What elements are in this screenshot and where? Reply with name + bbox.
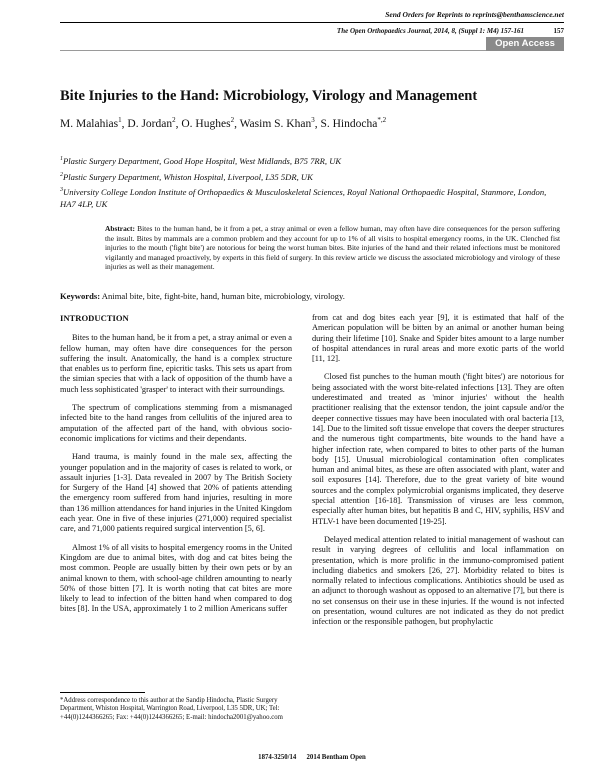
body-paragraph: Bites to the human hand, be it from a pet, a stray animal or even a fellow human, may often have dire consequences for the person suffering the insult. Anatomically, the hand is a complex structure that enables us to perform fine, epicritic tasks. This sets us apart from the simian species that with a lack of opposition of the thumb have a much less sophisticated 'grasper' to interact with their surroundings. xyxy=(60,333,292,394)
author-affiliation-mark: 2 xyxy=(230,116,235,124)
affiliation-number: 1 xyxy=(60,156,63,162)
author-name: O. Hughes xyxy=(181,117,231,130)
section-heading: INTRODUCTION xyxy=(60,313,129,323)
journal-citation: The Open Orthopaedics Journal, 2014, 8, (Suppl 1: M4) 157-161 xyxy=(336,27,524,35)
author-name: Wasim S. Khan xyxy=(239,117,312,130)
author-affiliation-mark: 2 xyxy=(172,116,176,124)
keywords xyxy=(60,291,560,301)
author-affiliation-mark: *,2 xyxy=(377,116,387,124)
reprint-notice: Send Orders for Reprints to reprints@benthamscience.net xyxy=(385,10,564,19)
affiliation xyxy=(60,184,560,210)
correspondence-footnote: *Address correspondence to this author at the Sandip Hindocha, Plastic Surgery Department, Whiston Hospital, Warrington Road, Liverpool, L35 5DR, UK; Tel: +44(0)1244366265; Fax: +44(0)1244366265; E-mail: hindocha2001@yahoo.com xyxy=(60,697,283,721)
keywords-label: Keywords: xyxy=(60,291,101,301)
author-affiliation-mark: 3 xyxy=(311,116,315,124)
journal-citation-line xyxy=(60,27,564,35)
abstract xyxy=(105,224,560,272)
author-list: M. Malahias$^1$, D. Jordan$^2$, O. Hughes$^2$, Wasim S. Khan$^3$, S. Hindocha$^{*,2}$ xyxy=(60,116,387,130)
author-name: D. Jordan xyxy=(127,117,173,130)
footnote-rule xyxy=(60,692,145,693)
affiliation-number: 3 xyxy=(60,187,63,193)
body-paragraph: Almost 1% of all visits to hospital emergency rooms in the United Kingdom are due to animal bites, with dog and cat bites being the most common. People are usually bitten by their own pets or by an animal known to them, with school-age children amounting to nearly 50% of those bitten [7]. It is worth noting that cat bites are more likely to lead to infection of the bitten hand when compared to dog bites [8]. In the USA, approximately 1 to 2 million Americans suffer xyxy=(60,542,292,614)
affiliation xyxy=(60,153,560,167)
body-paragraph: Delayed medical attention related to initial management of washout can result in varying degrees of cellulitis and local inflammation on presentation, which is more prolific in the immuno-compromised patient including diabetics and smokers [26, 27]. Morbidity related to bites is normally related to infectious complications. Antibiotics should be used as an adjunct to thorough washout as opposed to an alternative [7], but there is no set consensus on their use in these injuries. If the wound is not infected on presentation, wound cultures are not indicated as they do not predict infection or the responsible pathogen, but prophylactic xyxy=(312,534,564,627)
author-name: S. Hindocha xyxy=(320,117,378,130)
abstract-label: Abstract: xyxy=(105,224,135,233)
header-rule xyxy=(60,22,564,23)
keywords-text: Animal bite, bite, fight-bite, hand, human bite, microbiology, virology. xyxy=(101,291,345,301)
author-affiliation-mark: 1 xyxy=(118,116,122,124)
page-number: 157 xyxy=(553,27,564,35)
body-paragraph: Hand trauma, is mainly found in the male sex, affecting the younger population and in the majority of cases is related to work, or assault injuries [1-3]. Data revealed in 2007 by The British Society for Surgery of the Hand [4] showed that 20% of patients attending the emergency room suffered from hand injuries, resulting in more than 136 million attendances for hand injuries in the United Kingdom each year. One in five of these injuries (271,000) required specialist care, and 71,000 patients required surgical intervention [5, 6]. xyxy=(60,452,292,534)
abstract-text: Bites to the human hand, be it from a pet, a stray animal or even a fellow human, may often have dire consequences for the person suffering the insult. Bites by mammals are a common problem and they account for up to 1% of all visits to hospital emergency rooms, in the UK. Clenched fist injuries to the mouth ('fight bite') are notorious for being the worst human bites. Bite injuries of the hand and their related infections must be monitored vigilantly and managed proactively, by experts in this field of surgery. In this review article we discuss the associated microbiology and virology of these injuries as well as their management. xyxy=(105,224,560,272)
body-paragraph: Closed fist punches to the human mouth ('fight bites') are notorious for being associated with the worst bite-related infections [13]. They are often underestimated and treated as 'minor injuries' without the health practitioner realising that the extensor tendon, the joint capsule and/or the deeper connective tissues may have been inoculated with oral bacteria [13, 14]. Due to the limited soft tissue envelope that covers the deeper structures and the numerous tight compartments, bite wounds to the hand have a higher infection rate, when compared to bites to other parts of the human body [15]. Unusual microbiological contamination often complicates human and animal bites, as these are often associated with plant, water and soil exposures [14]. Therefore, due to the great variety of bite wound sources and the complex polymicrobial organisms implicated, they deserve special attention [16-18]. Transmission of viruses are less common, especially after human bites, but hepatitis B and C, HIV, syphilis, HSV and HTLV-1 have been documented [19-25]. xyxy=(312,372,564,526)
affiliation-text: Plastic Surgery Department, Whiston Hospital, Liverpool, L35 5DR, UK xyxy=(63,171,313,182)
footer-identifiers xyxy=(60,754,564,761)
affiliation-text: University College London Institute of Orthopaedics & Musculoskeletal Sciences, Royal National Orthopaedic Hospital, Stanmore, London, HA7 4LP, UK xyxy=(60,186,547,209)
author-name: M. Malahias xyxy=(60,117,119,130)
affiliation-text: Plastic Surgery Department, Good Hope Hospital, West Midlands, B75 7RR, UK xyxy=(63,155,342,166)
affiliation xyxy=(60,169,560,183)
publisher-copyright: 2014 Bentham Open xyxy=(306,754,366,761)
open-access-rule xyxy=(60,50,486,51)
left-column xyxy=(60,313,292,623)
issn: 1874-3250/14 xyxy=(258,754,297,761)
body-paragraph: The spectrum of complications stemming from a mismanaged infected bite to the hand ranges from cellulitis of the injured area to amputation of the affected part of the hand, with obvious socio-economic implications for victims and their dependants. xyxy=(60,403,292,443)
article-title: Bite Injuries to the Hand: Microbiology, Virology and Management xyxy=(60,88,478,104)
affiliation-number: 2 xyxy=(60,172,63,178)
right-column xyxy=(312,313,564,636)
open-access-badge: Open Access xyxy=(486,37,564,51)
body-paragraph: from cat and dog bites each year [9], it is estimated that half of the American population will be bitten by an animal or another human being during their lifetime [10]. Snake and Spider bites amount to a large number of hospital attendances in rural areas and more exotic parts of the world [11, 12]. xyxy=(312,313,564,364)
